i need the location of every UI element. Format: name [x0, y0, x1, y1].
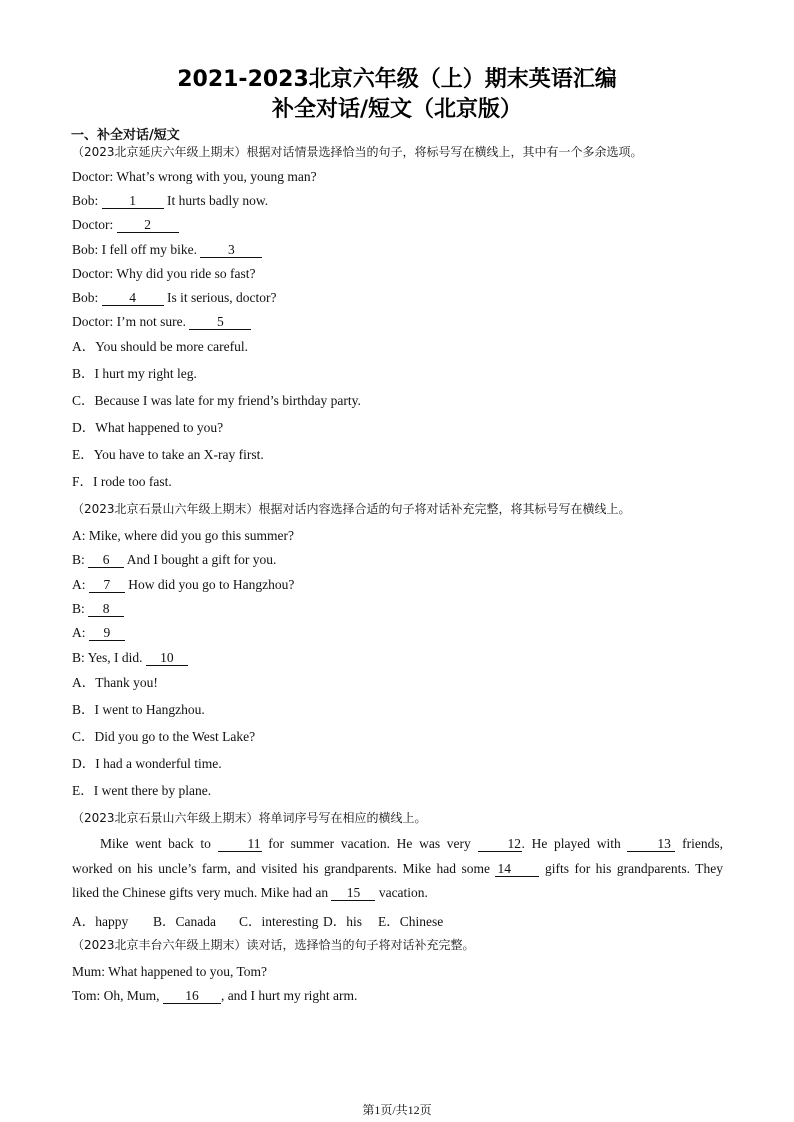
- passage-text: . He played with: [521, 836, 628, 851]
- option-b: B．I hurt my right leg.: [72, 366, 197, 381]
- line-text: Tom: Oh, Mum,: [72, 988, 163, 1003]
- option-e: E．I went there by plane.: [72, 783, 212, 798]
- dialogue-line: [72, 552, 276, 568]
- blank-12: 12: [478, 837, 522, 852]
- blank-3: 3: [200, 243, 262, 258]
- line-text: It hurts badly now.: [163, 193, 269, 208]
- blank-15: 15: [331, 886, 375, 901]
- option-e: E．You have to take an X-ray first.: [72, 447, 264, 462]
- cloze-passage: [72, 832, 723, 906]
- line-text: B:: [72, 601, 89, 616]
- blank-2: 2: [117, 218, 179, 233]
- dialogue-line: Mum: What happened to you, Tom?: [72, 964, 268, 979]
- passage-text: for summer vacation. He was very: [261, 836, 478, 851]
- line-text: Bob: I fell off my bike.: [72, 242, 201, 257]
- passage-text: liked the Chinese gifts very much. Mike had an: [72, 885, 332, 900]
- option-e: E．Chinese: [378, 914, 444, 929]
- passage-line-3: [72, 881, 723, 906]
- dialogue-line: [72, 217, 179, 233]
- line-text: Is it serious, doctor?: [163, 290, 277, 305]
- dialogue-line: Doctor: What’s wrong with you, young man?: [72, 169, 317, 184]
- dialogue-line: [72, 577, 294, 593]
- dialogue-line: Doctor: Why did you ride so fast?: [72, 266, 256, 281]
- dialogue-line: A: Mike, where did you go this summer?: [72, 528, 294, 543]
- option-a: A．happy: [72, 914, 129, 929]
- passage-line-2: [72, 857, 723, 882]
- blank-1: 1: [102, 194, 164, 209]
- line-text: , and I hurt my right arm.: [220, 988, 358, 1003]
- dialogue-line: [72, 601, 124, 617]
- line-text: And I bought a gift for you.: [124, 552, 277, 567]
- option-f: F．I rode too fast.: [72, 474, 172, 489]
- blank-10: 10: [146, 651, 188, 666]
- line-text: Bob:: [72, 290, 102, 305]
- blank-13: 13: [627, 837, 675, 852]
- line-text: Bob:: [72, 193, 102, 208]
- blank-8: 8: [88, 602, 124, 617]
- dialogue-line: [72, 290, 277, 306]
- dialogue-line: [72, 242, 262, 258]
- blank-5: 5: [189, 315, 251, 330]
- line-text: How did you go to Hangzhou?: [124, 577, 295, 592]
- option-b: B．I went to Hangzhou.: [72, 702, 205, 717]
- q1-intro: （2023北京延庆六年级上期末）根据对话情景选择恰当的句子，将标号写在横线上，其中有一个多余选项。: [72, 145, 643, 159]
- dialogue-line: [72, 314, 251, 330]
- passage-text: vacation.: [375, 885, 428, 900]
- option-c: C．interesting: [239, 914, 319, 929]
- option-a: A．You should be more careful.: [72, 339, 248, 354]
- passage-text: friends,: [675, 836, 723, 851]
- option-d: D．his: [323, 914, 363, 929]
- page-number: 第1页/共12页: [362, 1103, 432, 1117]
- blank-16: 16: [163, 989, 221, 1004]
- blank-4: 4: [102, 291, 164, 306]
- passage-line-1: [72, 832, 723, 857]
- q4-intro: （2023北京丰台六年级上期末）读对话，选择恰当的句子将对话补充完整。: [72, 938, 475, 952]
- option-c: C．Because I was late for my friend’s birthday party.: [72, 393, 361, 408]
- passage-text: gifts for his grandparents. They: [539, 860, 723, 876]
- q2-intro: （2023北京石景山六年级上期末）根据对话内容选择合适的句子将对话补充完整，将其标号写在横线上。: [72, 502, 631, 516]
- line-text: B:: [72, 552, 89, 567]
- option-d: D．What happened to you?: [72, 420, 224, 435]
- dialogue-line: [72, 193, 268, 209]
- dialogue-line: [72, 625, 125, 641]
- line-text: A:: [72, 625, 89, 640]
- line-text: Doctor: I’m not sure.: [72, 314, 190, 329]
- option-a: A．Thank you!: [72, 675, 158, 690]
- dialogue-line: [72, 988, 357, 1004]
- line-text: Doctor:: [72, 217, 117, 232]
- document-title-line-1: 2021-2023北京六年级（上）期末英语汇编: [177, 67, 617, 92]
- passage-text: Mike went back to: [100, 836, 218, 851]
- blank-14: 14: [495, 862, 539, 877]
- blank-9: 9: [89, 626, 125, 641]
- option-c: C．Did you go to the West Lake?: [72, 729, 256, 744]
- blank-7: 7: [89, 578, 125, 593]
- line-text: A:: [72, 577, 89, 592]
- line-text: B: Yes, I did.: [72, 650, 146, 665]
- q3-intro: （2023北京石景山六年级上期末）将单词序号写在相应的横线上。: [72, 811, 427, 825]
- dialogue-line: [72, 650, 188, 666]
- option-d: D．I had a wonderful time.: [72, 756, 222, 771]
- passage-text: worked on his uncle’s farm, and visited his grandparents. Mike had some: [72, 860, 496, 876]
- blank-6: 6: [88, 553, 124, 568]
- section-heading: 一、补全对话/短文: [71, 128, 180, 143]
- blank-11: 11: [218, 837, 262, 852]
- word-options: [72, 910, 443, 930]
- option-b: B．Canada: [153, 914, 216, 929]
- document-title-line-2: 补全对话/短文（北京版）: [271, 97, 523, 122]
